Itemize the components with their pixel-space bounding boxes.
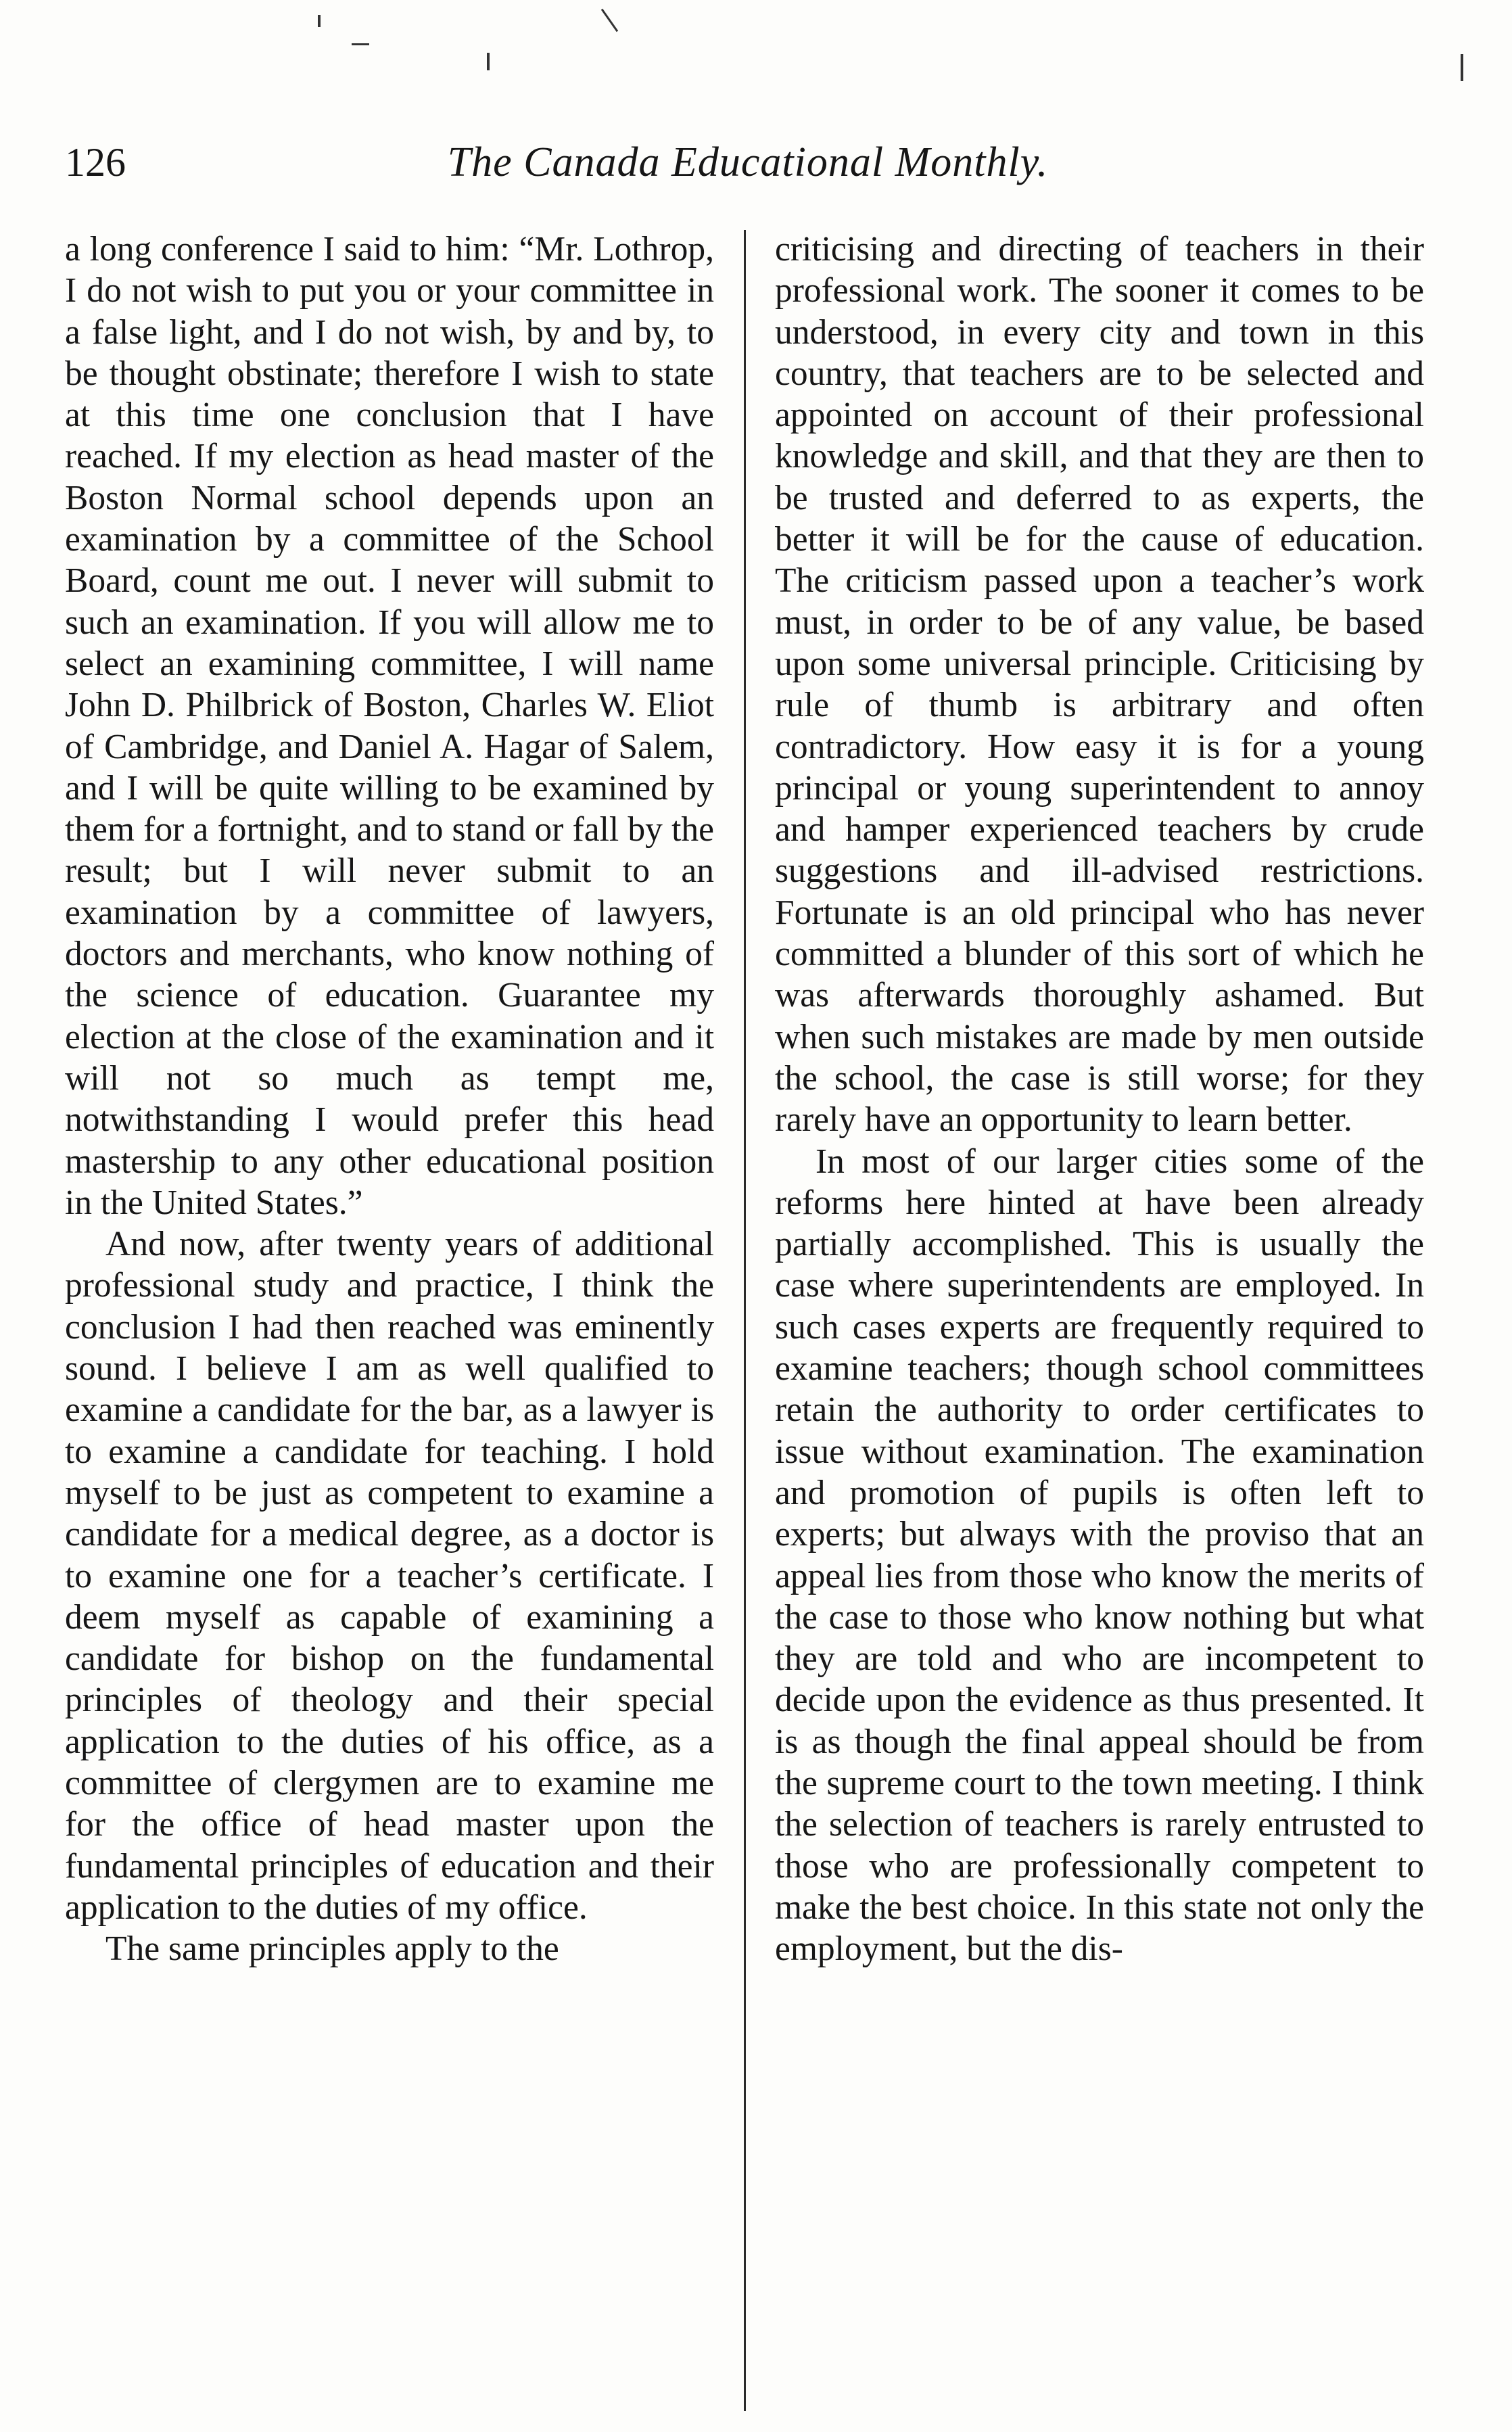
scan-speck (318, 15, 321, 27)
page-header (65, 128, 1431, 196)
column-divider (744, 230, 746, 2411)
scan-speck (601, 9, 618, 32)
body-paragraph: criticising and directing of teachers in their professional work. The sooner it comes to be understood, in every city and town in this country, that teachers are to be selected and appointed on account of their professional knowledge and skill, and that they are then to be trusted and deferred to as experts, the better it will be for the cause of education. The criticism passed upon a teacher’s work must, in order to be of any value, be based upon some universal principle. Criticising by rule of thumb is arbitrary and often contradictory. How easy it is for a young principal or young superintendent to annoy and hamper experienced teachers by crude suggestions and ill-advised restrictions. Fortunate is an old principal who has never committed a blunder of this sort of which he was afterwards thoroughly ashamed. But when such mistakes are made by men outside the school, the case is still worse; for they rarely have an opportunity to learn better. (775, 230, 1424, 1140)
running-title: The Canada Educational Monthly. (447, 139, 1049, 185)
body-paragraph: The same principles apply to the (105, 1930, 559, 1969)
scan-speck (1461, 54, 1463, 81)
right-column (775, 229, 1424, 2413)
body-paragraph: a long conference I said to him: “Mr. Lothrop, I do not wish to put you or your committee in a false light, and I do not wish, by and by, to be thought obstinate; therefore I wish to state at this time one conclusion that I have reached. If my election as head master of the Boston Normal school depends upon an examination by a committee of the School Board, count me out. I never will submit to such an examination. If you will allow me to select an examining committee, I will name John D. Philbrick of Boston, Charles W. Eliot of Cambridge, and Daniel A. Hagar of Salem, and I will be quite willing to be examined by them for a fortnight, and to stand or fall by the result; but I will never submit to an examination by a committee of lawyers, doctors and merchants, who know nothing of the science of education. Guarantee my election at the close of the examination and it will not so much as tempt me, notwithstanding I would prefer this head mastership to any other educational position in the United States.” (65, 230, 714, 1222)
left-column (65, 229, 714, 2413)
body-paragraph: In most of our larger cities some of the reforms here hinted at have been already partially accomplished. This is usually the case where superintendents are employed. In such cases experts are frequently required to examine teachers; though school committees retain the authority to order certificates to issue without examination. The examination and promotion of pupils is often left to experts; but always with the proviso that an appeal lies from those who know the merits of the case to those who know nothing but what they are told and who are incompetent to decide upon the evidence as thus presented. It is as though the final appeal should be from the supreme court to the town meeting. I think the selection of teachers is rarely entrusted to those who are professionally competent to make the best choice. In this state not only the employment, but the dis- (775, 1142, 1424, 1969)
scan-speck (352, 43, 369, 45)
body-paragraph: And now, after twenty years of additional professional study and practice, I think the conclusion I had then reached was eminently sound. I believe I am as well qualified to examine a candidate for the bar, as a lawyer is to examine a candidate for teaching. I hold myself to be just as competent to examine a candidate for a medical degree, as a doctor is to examine one for a teacher’s certificate. I deem myself as capable of examining a candidate for bishop on the fundamental principles of theology and their special application to the duties of his office, as a committee of clergymen are to examine me for the office of head master upon the fundamental principles of education and their application to the duties of my office. (65, 1225, 714, 1927)
page-number: 126 (65, 140, 126, 185)
scan-speck (487, 53, 490, 70)
